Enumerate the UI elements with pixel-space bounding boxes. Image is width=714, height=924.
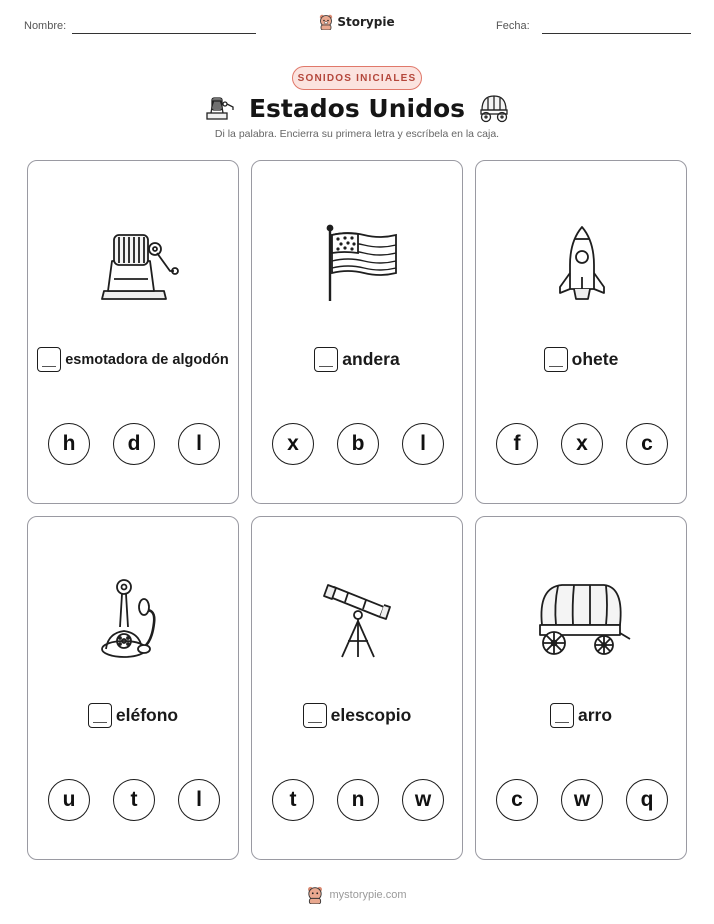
- letter-choices: [48, 779, 220, 821]
- letter-choice[interactable]: d: [113, 423, 155, 465]
- letter-choice[interactable]: t: [113, 779, 155, 821]
- letter-choice[interactable]: l: [402, 423, 444, 465]
- letter-choices: [48, 423, 220, 465]
- candlestick-telephone-icon: [84, 577, 184, 663]
- word-row: [252, 703, 462, 728]
- letter-choice[interactable]: h: [48, 423, 90, 465]
- partial-word: eléfono: [115, 705, 179, 725]
- partial-word: ohete: [571, 349, 619, 369]
- name-label: Nombre:: [24, 20, 67, 32]
- letter-answer-box[interactable]: [550, 703, 574, 728]
- letter-answer-box[interactable]: [88, 703, 112, 728]
- covered-wagon-icon: [532, 577, 632, 663]
- letter-choices: [496, 423, 668, 465]
- letter-choices: [496, 779, 668, 821]
- letter-answer-box[interactable]: [544, 347, 568, 372]
- footer-url[interactable]: mystorypie.com: [329, 889, 407, 901]
- letter-choice[interactable]: n: [337, 779, 379, 821]
- date-field-line[interactable]: [542, 33, 691, 34]
- word-row: [28, 703, 238, 728]
- letter-choice[interactable]: c: [626, 423, 668, 465]
- partial-word: esmotadora de algodón: [65, 351, 229, 368]
- word-card: [475, 160, 687, 504]
- date-label: Fecha:: [496, 20, 530, 32]
- topic-badge: SONIDOS INICIALES: [292, 66, 422, 90]
- cotton-gin-icon: [84, 221, 184, 307]
- partial-word: elescopio: [330, 705, 412, 725]
- brand-name: Storypie: [337, 15, 395, 29]
- letter-choice[interactable]: l: [178, 779, 220, 821]
- letter-choice[interactable]: f: [496, 423, 538, 465]
- word-card: [27, 516, 239, 860]
- instructions: Di la palabra. Encierra su primera letra y escríbela en la caja.: [214, 128, 500, 140]
- word-card: [475, 516, 687, 860]
- cotton-gin-icon: [203, 93, 237, 123]
- letter-choices: [272, 779, 444, 821]
- letter-choice[interactable]: x: [561, 423, 603, 465]
- page-title: Estados Unidos: [248, 93, 466, 123]
- letter-choice[interactable]: w: [402, 779, 444, 821]
- word-row: [252, 347, 462, 372]
- word-card: [251, 160, 463, 504]
- us-flag-icon: [308, 221, 408, 307]
- word-card: [251, 516, 463, 860]
- letter-choice[interactable]: t: [272, 779, 314, 821]
- word-card: [27, 160, 239, 504]
- letter-choice[interactable]: w: [561, 779, 603, 821]
- letter-answer-box[interactable]: [314, 347, 338, 372]
- letter-choice[interactable]: q: [626, 779, 668, 821]
- letter-choice[interactable]: x: [272, 423, 314, 465]
- word-row: [476, 703, 686, 728]
- letter-answer-box[interactable]: [37, 347, 61, 372]
- bear-mascot-icon: [319, 14, 333, 30]
- letter-choices: [272, 423, 444, 465]
- letter-choice[interactable]: l: [178, 423, 220, 465]
- letter-answer-box[interactable]: [303, 703, 327, 728]
- rocket-icon: [532, 221, 632, 307]
- word-row: [28, 347, 238, 372]
- partial-word: arro: [577, 705, 613, 725]
- covered-wagon-icon: [477, 93, 511, 123]
- footer: [0, 886, 714, 904]
- word-row: [476, 347, 686, 372]
- partial-word: andera: [342, 349, 400, 369]
- title-row: [0, 91, 714, 125]
- brand-logo: [0, 14, 714, 30]
- name-field-line[interactable]: [72, 33, 256, 34]
- letter-choice[interactable]: b: [337, 423, 379, 465]
- letter-choice[interactable]: c: [496, 779, 538, 821]
- letter-choice[interactable]: u: [48, 779, 90, 821]
- bear-mascot-icon: [307, 886, 323, 904]
- telescope-icon: [308, 577, 408, 663]
